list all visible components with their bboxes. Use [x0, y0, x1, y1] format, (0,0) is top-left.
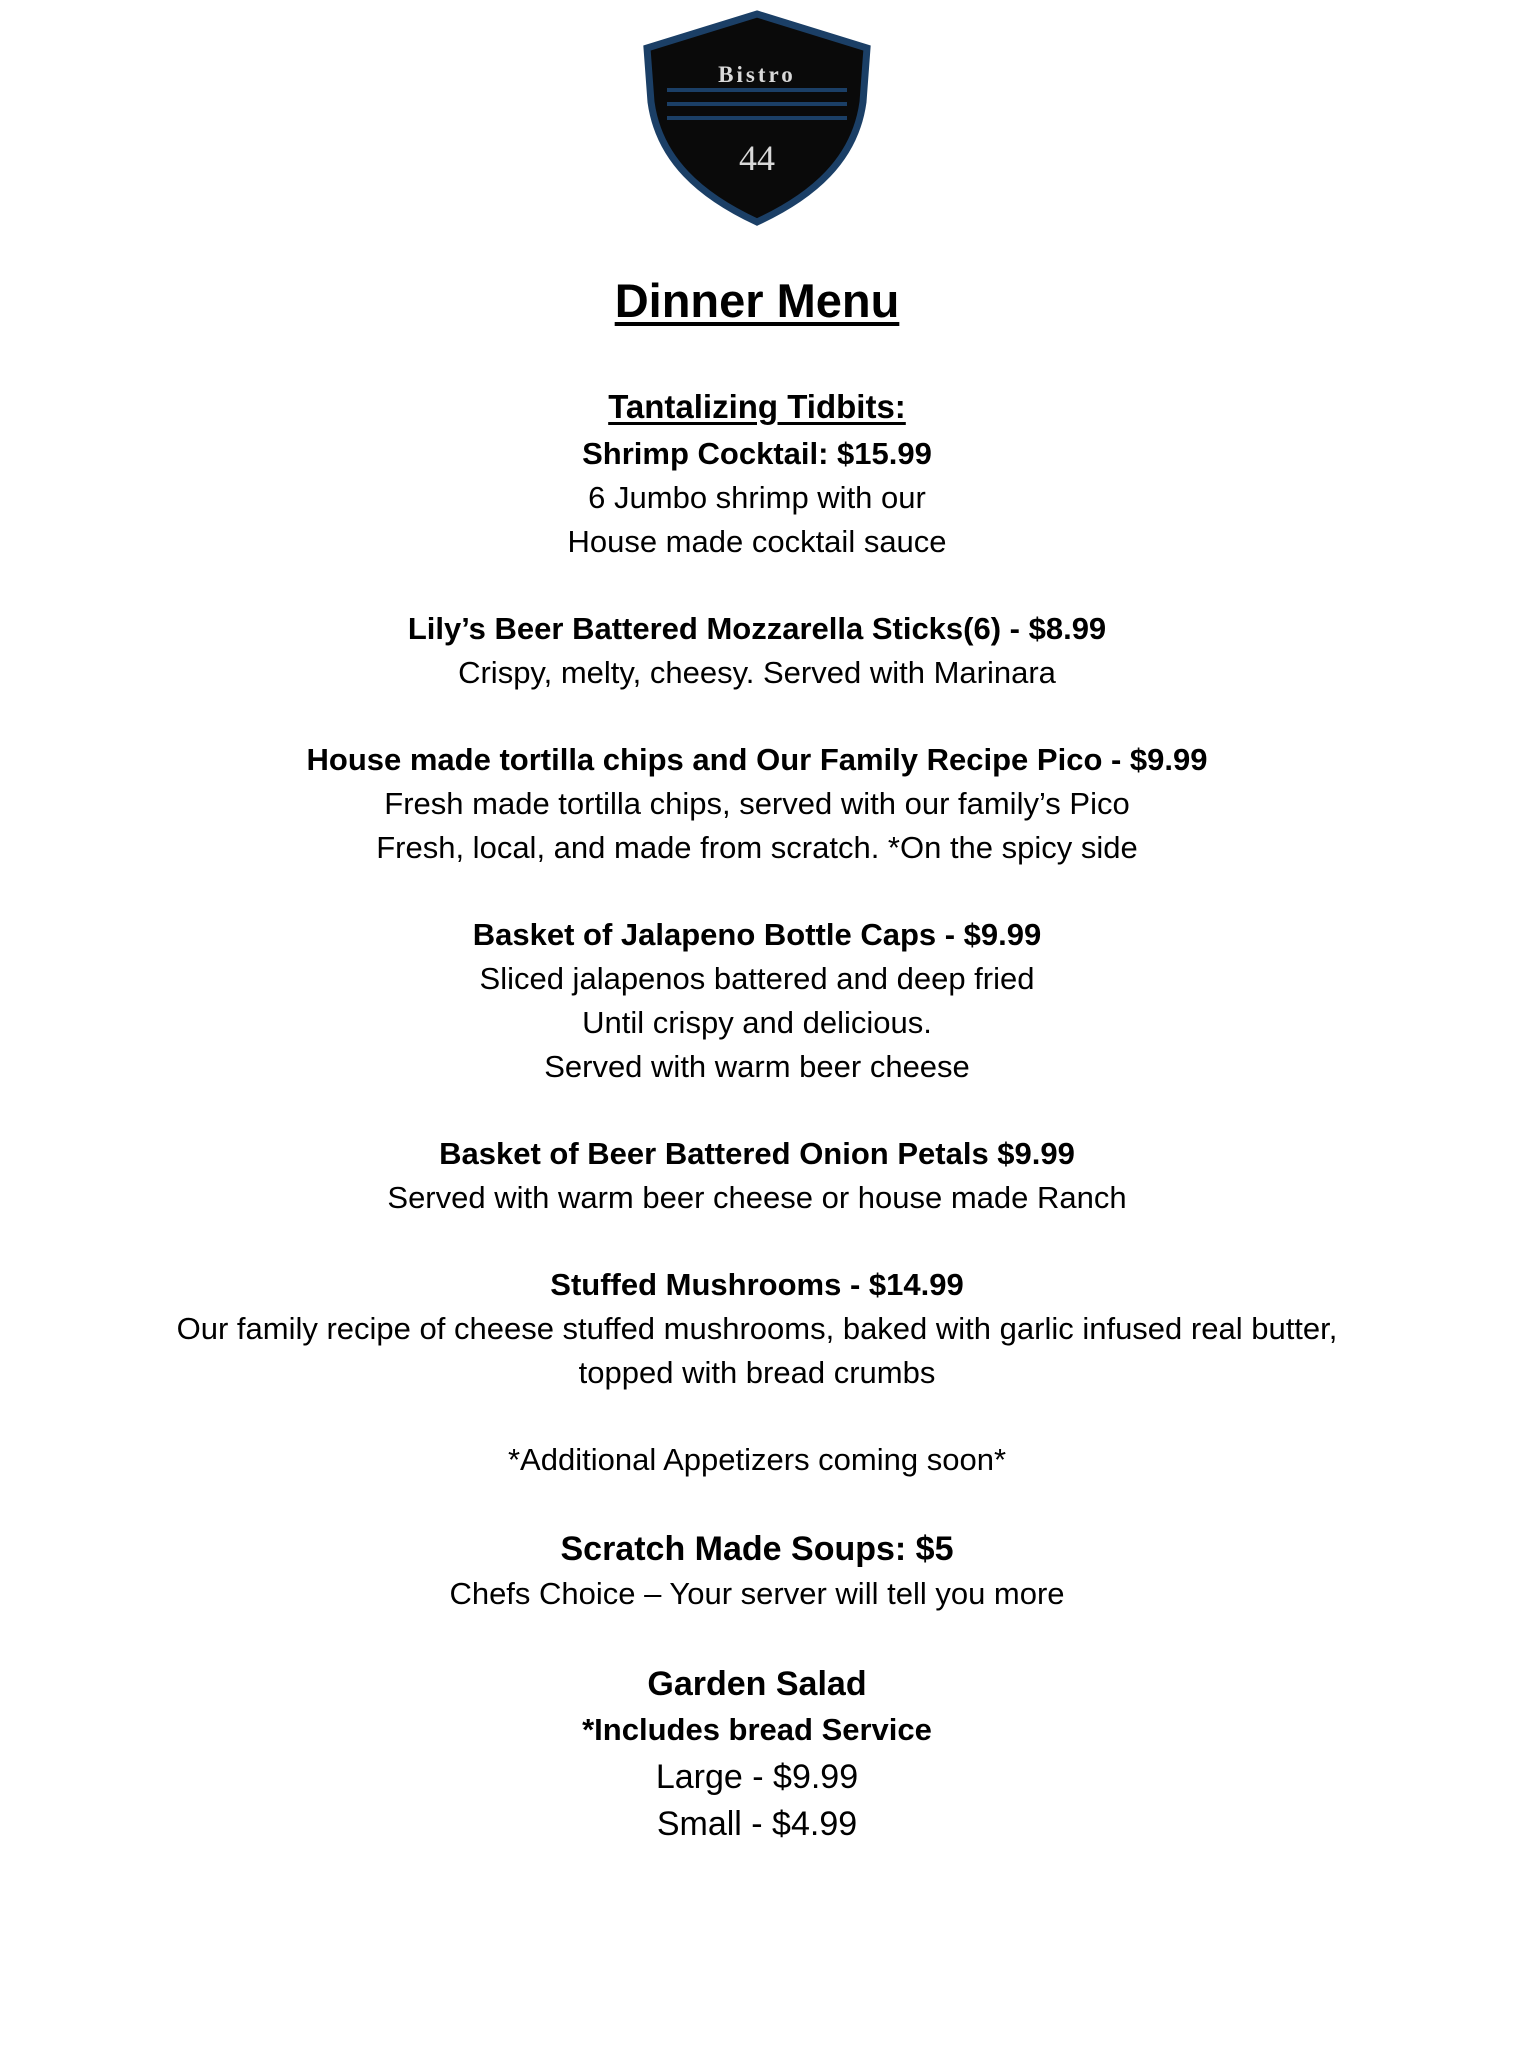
logo-number: 44 — [739, 138, 775, 178]
menu-item-description: Fresh made tortilla chips, served with our family’s Pico — [384, 786, 1130, 821]
menu-item-title: Shrimp Cocktail: $15.99 — [582, 436, 932, 471]
salad-note: *Includes bread Service — [582, 1712, 932, 1747]
menu-item-description: Until crispy and delicious. — [582, 1005, 932, 1040]
section-heading: Tantalizing Tidbits: — [608, 388, 906, 425]
menu-item-description: Sliced jalapenos battered and deep fried — [479, 961, 1035, 996]
bistro-44-logo — [641, 10, 873, 226]
page-title: Dinner Menu — [614, 274, 900, 327]
menu-item-description: Served with warm beer cheese — [544, 1049, 970, 1084]
appetizers-note: *Additional Appetizers coming soon* — [507, 1442, 1007, 1477]
salad-large-price: Large - $9.99 — [655, 1758, 859, 1796]
menu-item-description: topped with bread crumbs — [578, 1355, 936, 1390]
menu-item-description: Served with warm beer cheese or house made Ranch — [387, 1180, 1127, 1215]
logo-name: Bistro — [718, 62, 796, 87]
menu-item-description: House made cocktail sauce — [567, 524, 947, 559]
menu-item-title: Basket of Beer Battered Onion Petals $9.99 — [439, 1136, 1075, 1171]
salad-title: Garden Salad — [647, 1665, 867, 1703]
soups-description: Chefs Choice – Your server will tell you more — [449, 1576, 1065, 1611]
menu-item-title: Lily’s Beer Battered Mozzarella Sticks(6) - $8.99 — [407, 611, 1107, 646]
menu-item-description: Our family recipe of cheese stuffed mushrooms, baked with garlic infused real butter, — [176, 1311, 1338, 1346]
menu-item-description: Crispy, melty, cheesy. Served with Marinara — [458, 655, 1056, 690]
soups-title: Scratch Made Soups: $5 — [560, 1530, 954, 1568]
menu-item-description: Fresh, local, and made from scratch. *On the spicy side — [376, 830, 1138, 865]
menu-item-title: Basket of Jalapeno Bottle Caps - $9.99 — [472, 917, 1042, 952]
menu-item-title: Stuffed Mushrooms - $14.99 — [550, 1267, 964, 1302]
menu-item-title: House made tortilla chips and Our Family Recipe Pico - $9.99 — [306, 742, 1208, 777]
menu-item-description: 6 Jumbo shrimp with our — [588, 480, 926, 515]
salad-small-price: Small - $4.99 — [656, 1805, 858, 1843]
